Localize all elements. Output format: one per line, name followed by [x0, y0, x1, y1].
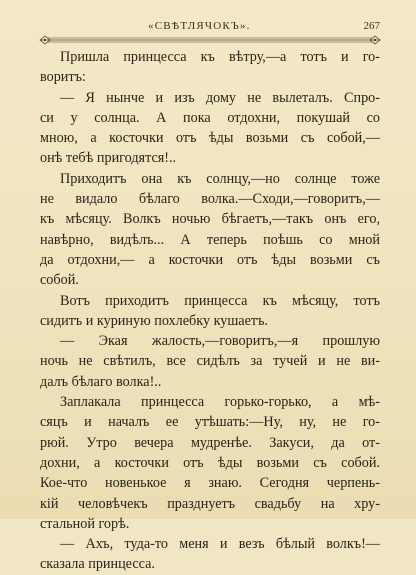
text-line: — Ахъ, туда-то меня и везъ бѣлый волкъ!— [60, 536, 380, 553]
text-line: рюй. Утро вечера мудренѣе. Закуси, да от- [40, 434, 380, 451]
text-line: Кое-что новенькое я знаю. Сегодня черпень- [40, 475, 380, 492]
story-text [40, 47, 380, 575]
text-line: сяцъ и началъ ее утѣшать:—Ну, ну, не го- [40, 414, 380, 431]
text-line: навѣрно, видѣлъ... А теперь поѣшь со мной [40, 231, 380, 248]
text-line: не видало бѣлаго волка.—Сходи,—говоритъ,— [40, 191, 380, 208]
text-line: Пришла принцесса къ вѣтру,—а тотъ и го- [60, 49, 380, 65]
text-line: да отдохни,— а косточки отъ ѣды возьми съ [40, 251, 380, 268]
text-line: далъ бѣлаго волка!.. [40, 373, 162, 390]
page-number: 267 [363, 20, 380, 32]
text-line: сидитъ и куриную похлебку кушаетъ. [40, 312, 268, 329]
running-title: «СВѢТЛЯЧОКЪ». [148, 20, 251, 32]
text-line: — Экая жалость,—говоритъ,—я прошлую [60, 333, 380, 350]
text-line: — Я нынче и изъ дому не вылеталъ. Спро- [60, 89, 380, 106]
text-line: къ мѣсяцу. Волкъ ночью бѣгаетъ,—такъ онъ его, [40, 211, 380, 228]
text-line: стальной горѣ. [40, 515, 130, 532]
text-line: ночь не свѣтилъ, все сидѣлъ за тучей и не ви- [40, 353, 380, 370]
text-line: си у солнца. А пока отдохни, покушай со [40, 109, 380, 126]
text-line: кій человѣчекъ празднуетъ свадьбу на хру- [40, 495, 380, 512]
text-line: онѣ тебѣ пригодятся!.. [40, 150, 177, 167]
text-line: Заплакала принцесса горько-горько, а мѣ- [60, 394, 380, 411]
text-line: Вотъ приходитъ принцесса къ мѣсяцу, тотъ [60, 292, 380, 309]
text-line: дохни, а косточки отъ ѣды возьми съ собой. [40, 454, 380, 471]
text-line: воритъ: [40, 69, 86, 86]
header-ornament [40, 35, 380, 45]
text-line: собой. [40, 272, 79, 289]
text-line: мною, а косточки отъ ѣды возьми съ собой,— [40, 130, 380, 147]
page-header [40, 20, 380, 34]
text-line: Приходитъ она къ солнцу,—но солнце тоже [60, 170, 380, 187]
text-line: сказала принцесса. [40, 556, 155, 573]
ornament-rule-icon [40, 35, 380, 45]
